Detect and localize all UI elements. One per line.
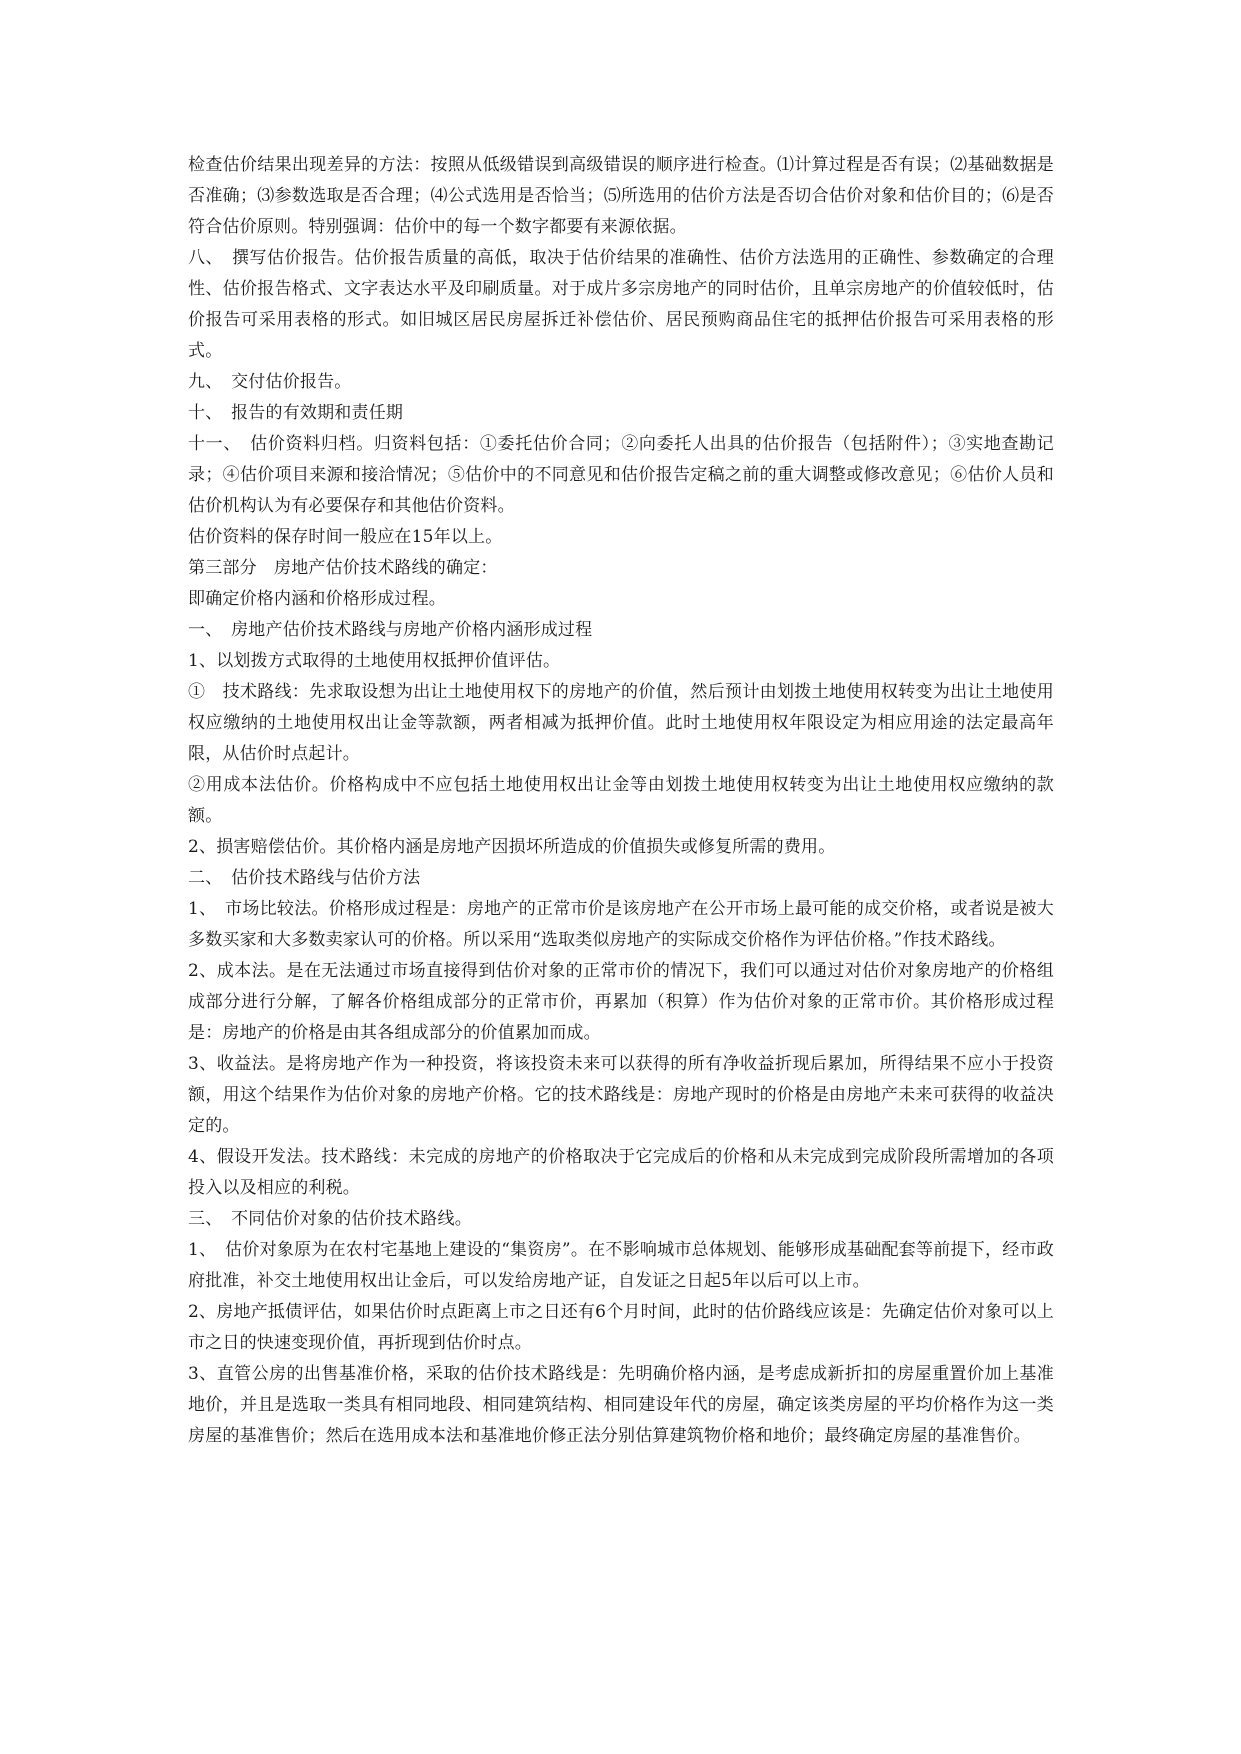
paragraph-section-9-deliver-report: 九、 交付估价报告。	[188, 372, 352, 392]
paragraph-section-8-write-report: 八、 撰写估价报告。估价报告质量的高低，取决于估价结果的准确性、估价方法选用的正确性、参数确定的合理性、估价报告格式、文字表达水平及印刷质量。对于成片多宗房地产的同时估价，且单宗房地产的价值较低时，估价报告可采用表格的形式。如旧城区居民房屋拆迁补偿估价、居民预购商品住宅的抵押估价报告可采用表格的形式。	[188, 248, 1054, 361]
heading-part-three: 第三部分 房地产估价技术路线的确定：	[188, 558, 498, 578]
heading-section-2-methods: 二、 估价技术路线与估价方法	[188, 868, 421, 888]
paragraph-cost-method-2: ②用成本法估价。价格构成中不应包括土地使用权出让金等由划拨土地使用权转变为出让土地使用权应缴纳的款额。	[188, 775, 1054, 826]
paragraph-income-approach: 3、收益法。是将房地产作为一种投资，将该投资未来可以获得的所有净收益折现后累加，所得结果不应小于投资额，用这个结果作为估价对象的房地产价格。它的技术路线是：房地产现时的价格是由房地产未来可获得的收益决定的。	[188, 1054, 1054, 1136]
paragraph-collective-housing: 1、 估价对象原为在农村宅基地上建设的“集资房”。在不影响城市总体规划、能够形成基础配套等前提下，经市政府批准，补交土地使用权出让金后，可以发给房地产证，自发证之日起5年以后可以上市。	[188, 1240, 1054, 1291]
paragraph-part-three-intro: 即确定价格内涵和价格形成过程。	[188, 589, 446, 609]
paragraph-item-2-damage-compensation: 2、损害赔偿估价。其价格内涵是房地产因损坏所造成的价值损失或修复所需的费用。	[188, 837, 836, 857]
document-body	[188, 150, 1054, 1452]
paragraph-section-11-archive: 十一、 估价资料归档。归资料包括：①委托估价合同；②向委托人出具的估价报告（包括附件）；③实地查勘记录；④估价项目来源和接洽情况；⑤估价中的不同意见和估价报告定稿之前的重大调整或修改意见；⑥估价人员和估价机构认为有必要保存和其他估价资料。	[188, 434, 1054, 516]
paragraph-section-10-validity: 十、 报告的有效期和责任期	[188, 403, 404, 423]
paragraph-archive-retention: 估价资料的保存时间一般应在15年以上。	[188, 527, 503, 547]
paragraph-technical-route-1: ① 技术路线：先求取设想为出让土地使用权下的房地产的价值，然后预计由划拨土地使用权转变为出让土地使用权应缴纳的土地使用权出让金等款额，两者相减为抵押价值。此时土地使用权年限设定为相应用途的法定最高年限，从估价时点起计。	[188, 682, 1054, 764]
paragraph-debt-appraisal: 2、房地产抵债评估，如果估价时点距离上市之日还有6个月时间，此时的估价路线应该是：先确定估价对象可以上市之日的快速变现价值，再折现到估价时点。	[188, 1302, 1054, 1353]
paragraph-check-methods: 检查估价结果出现差异的方法：按照从低级错误到高级错误的顺序进行检查。⑴计算过程是否有误；⑵基础数据是否准确；⑶参数选取是否合理；⑷公式选用是否恰当；⑸所选用的估价方法是否切合估价对象和估价目的；⑹是否符合估价原则。特别强调：估价中的每一个数字都要有来源依据。	[188, 155, 1054, 237]
paragraph-public-housing-price: 3、直管公房的出售基准价格，采取的估价技术路线是：先明确价格内涵，是考虑成新折扣的房屋重置价加上基准地价，并且是选取一类具有相同地段、相同建筑结构、相同建设年代的房屋，确定该类房屋的平均价格作为这一类房屋的基准售价；然后在选用成本法和基准地价修正法分别估算建筑物价格和地价；最终确定房屋的基准售价。	[188, 1364, 1054, 1446]
heading-section-3-different-objects: 三、 不同估价对象的估价技术路线。	[188, 1209, 472, 1229]
paragraph-market-comparison: 1、 市场比较法。价格形成过程是：房地产的正常市价是该房地产在公开市场上最可能的成交价格，或者说是被大多数买家和大多数卖家认可的价格。所以采用“选取类似房地产的实际成交价格作为评估价格。”作技术路线。	[188, 899, 1054, 950]
paragraph-cost-approach: 2、成本法。是在无法通过市场直接得到估价对象的正常市价的情况下，我们可以通过对估价对象房地产的价格组成部分进行分解，了解各价格组成部分的正常市价，再累加（积算）作为估价对象的正常市价。其价格形成过程是：房地产的价格是由其各组成部分的价值累加而成。	[188, 961, 1054, 1043]
heading-section-1-technical-route: 一、 房地产估价技术路线与房地产价格内涵形成过程	[188, 620, 593, 640]
paragraph-item-1-allocated-land: 1、以划拨方式取得的土地使用权抵押价值评估。	[188, 651, 561, 671]
paragraph-hypothetical-development: 4、假设开发法。技术路线：未完成的房地产的价格取决于它完成后的价格和从未完成到完成阶段所需增加的各项投入以及相应的利税。	[188, 1147, 1054, 1198]
